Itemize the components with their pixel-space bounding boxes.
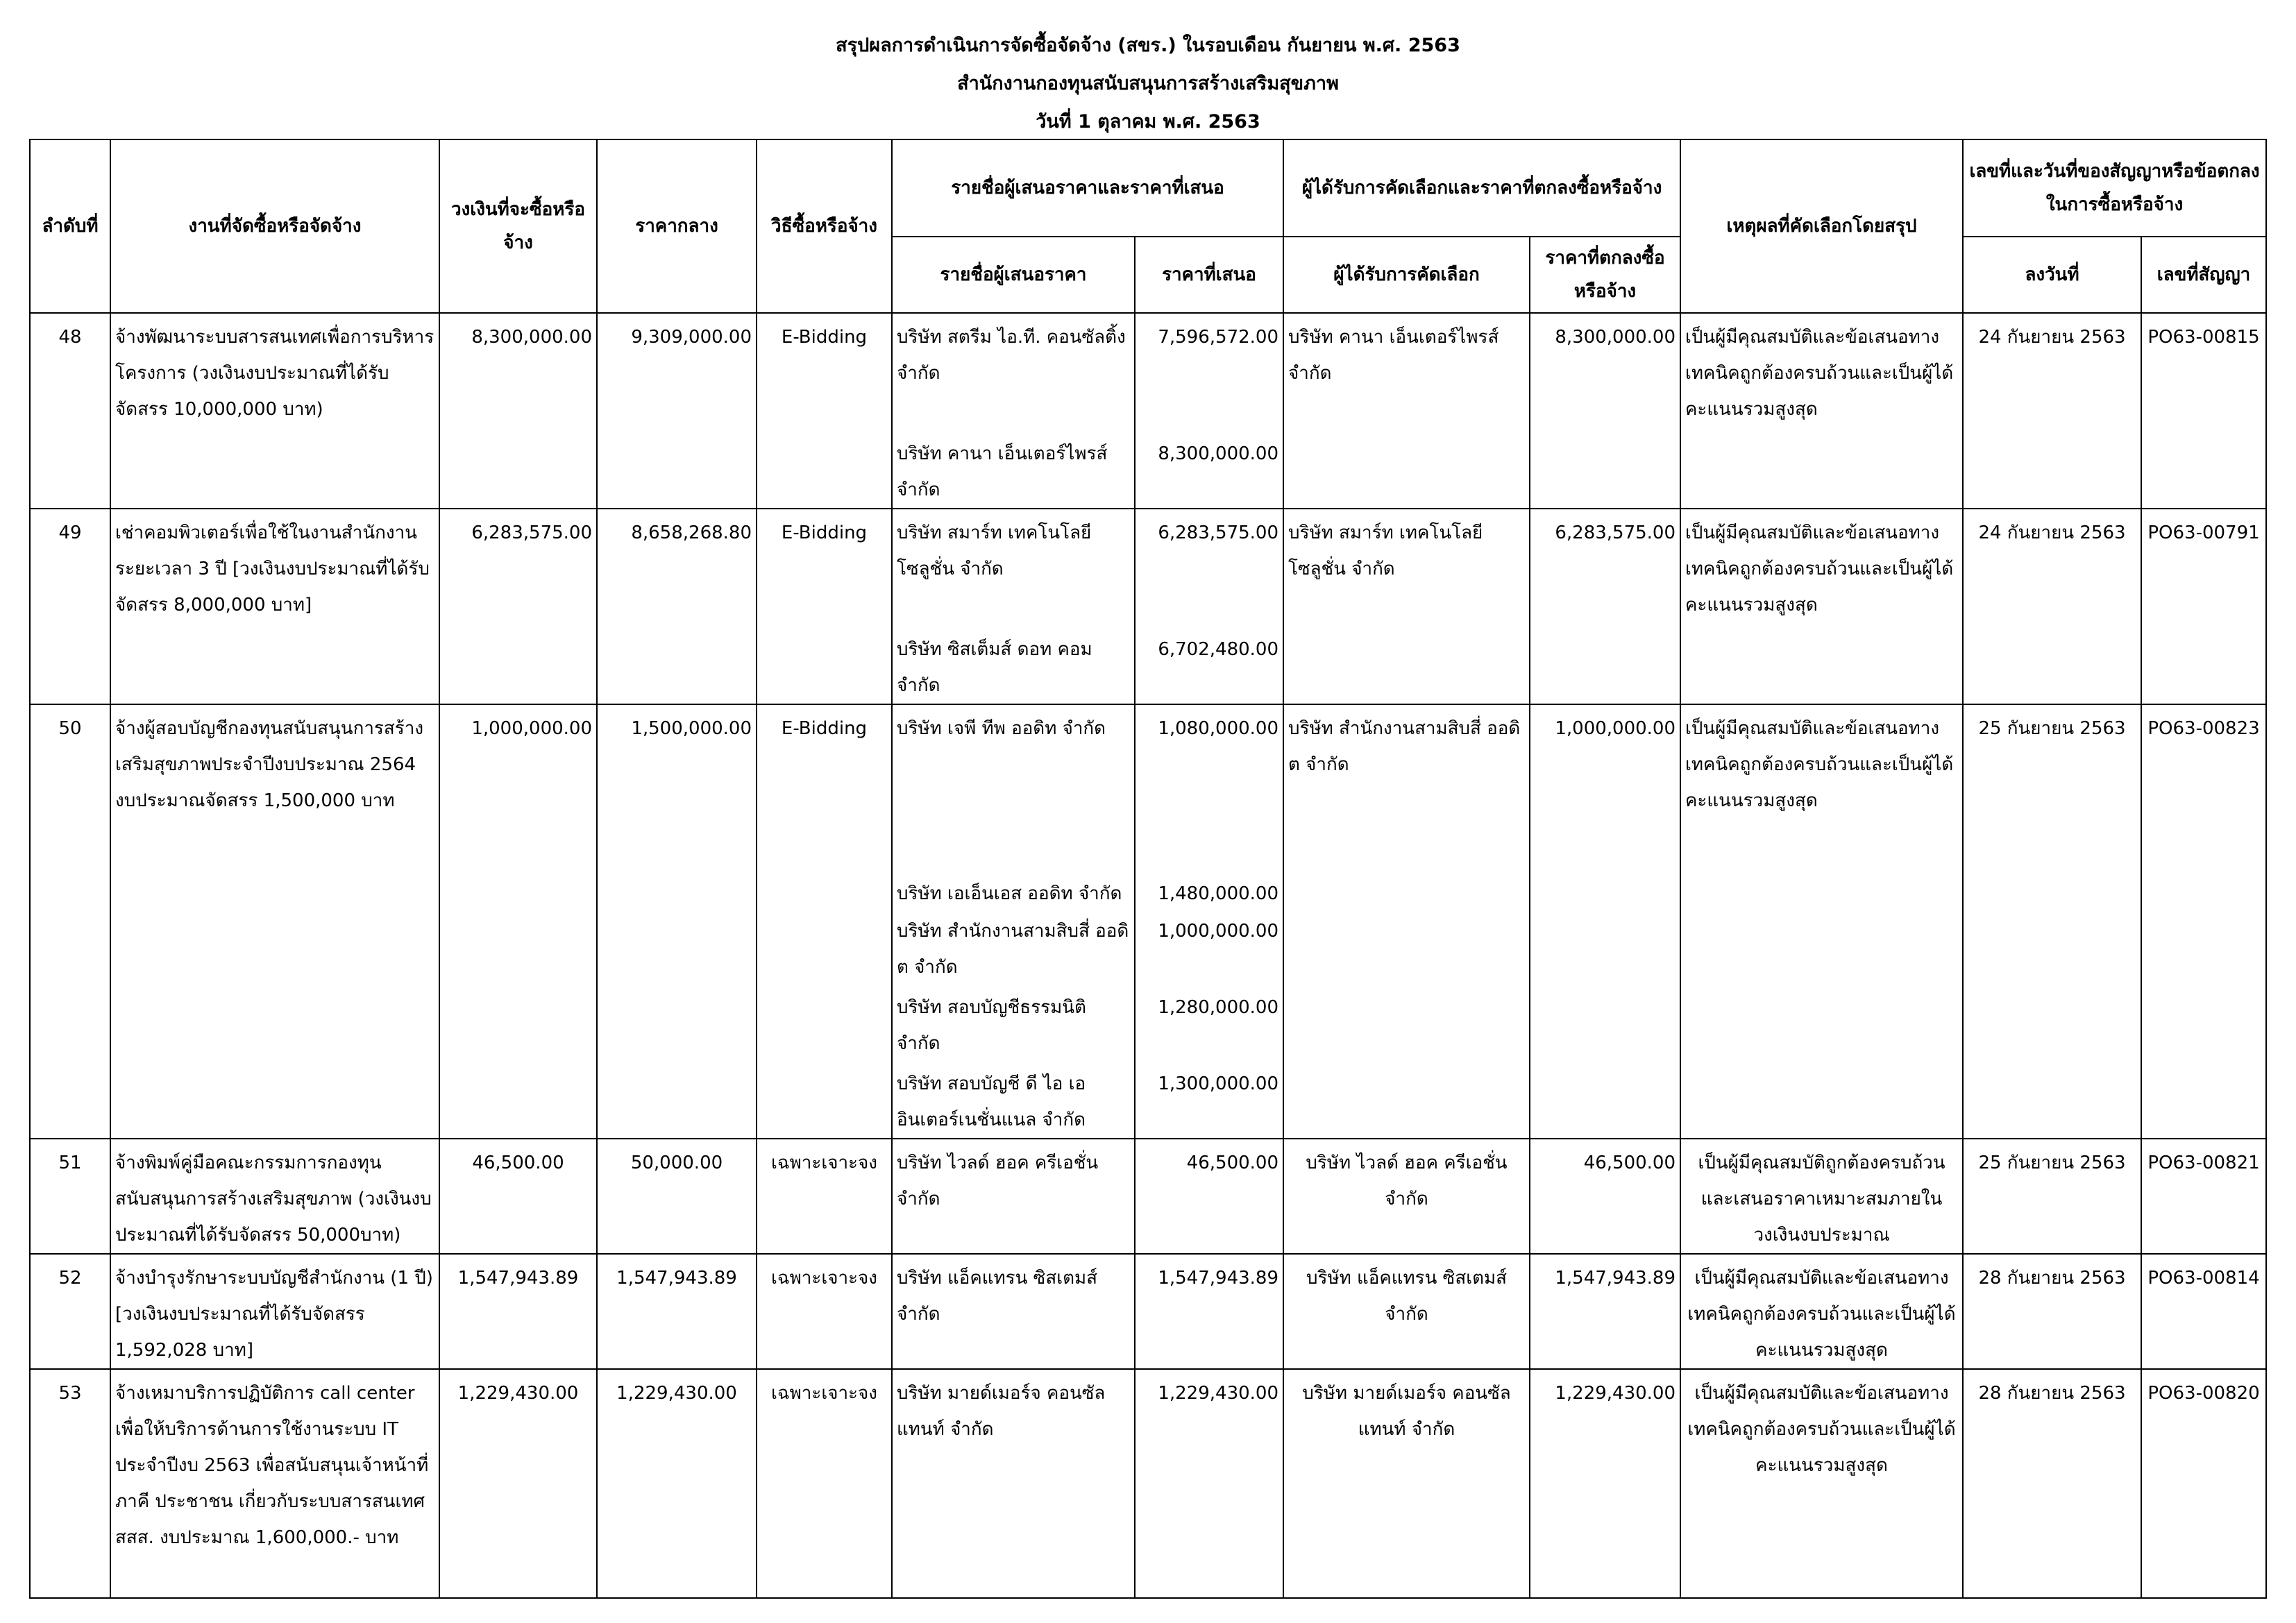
col-header-bidder-name: รายชื่อผู้เสนอราคา xyxy=(892,237,1135,313)
col-header-median-price: ราคากลาง xyxy=(597,139,757,313)
bid-price: 1,300,000.00 xyxy=(1158,1073,1278,1094)
row-budget: 8,300,000.00 xyxy=(439,313,597,509)
row-median-price: 1,500,000.00 xyxy=(597,704,757,1139)
bidder-name: บริษัท มายด์เมอร์จ คอนซัลแทนท์ จำกัด xyxy=(897,1383,1106,1440)
col-header-signed-date: ลงวันที่ xyxy=(1963,237,2141,313)
bidder-name: บริษัท สมาร์ท เทคโนโลยี โซลูชั่น จำกัด xyxy=(897,522,1092,579)
row-method: E-Bidding xyxy=(757,313,892,509)
row-budget: 1,229,430.00 xyxy=(439,1369,597,1598)
report-date: วันที่ 1 ตุลาคม พ.ศ. 2563 xyxy=(1036,111,1260,133)
bidder-name: บริษัท แอ็คแทรน ซิสเตมส์ จำกัด xyxy=(897,1268,1097,1325)
row-agreed-price: 1,000,000.00 xyxy=(1530,704,1680,1139)
row-signed-date: 25 กันยายน 2563 xyxy=(1963,704,2141,1139)
row-budget: 1,000,000.00 xyxy=(439,704,597,1139)
row-contract-no: PO63-00791 xyxy=(2141,509,2266,704)
bid-price: 1,080,000.00 xyxy=(1158,718,1278,739)
col-header-selected-name: ผู้ได้รับการคัดเลือก xyxy=(1283,237,1530,313)
row-reason: เป็นผู้มีคุณสมบัติและข้อเสนอทางเทคนิคถูกต้องครบถ้วนและเป็นผู้ได้คะแนนรวมสูงสุด xyxy=(1680,1254,1963,1369)
row-bidders xyxy=(892,313,1135,509)
col-header-budget: วงเงินที่จะซื้อหรือจ้าง xyxy=(439,139,597,313)
bid-price: 1,280,000.00 xyxy=(1158,997,1278,1018)
col-header-bidders-group: รายชื่อผู้เสนอราคาและราคาที่เสนอ xyxy=(892,139,1283,237)
row-bidders xyxy=(892,1139,1135,1254)
table-row xyxy=(30,1369,2266,1598)
organization-name: สำนักงานกองทุนสนับสนุนการสร้างเสริมสุขภาพ xyxy=(957,73,1339,94)
row-no: 50 xyxy=(30,704,110,1139)
bidder-name: บริษัท เอเอ็นเอส ออดิท จำกัด xyxy=(897,883,1122,904)
row-no: 48 xyxy=(30,313,110,509)
table-row xyxy=(30,1139,2266,1254)
row-budget: 1,547,943.89 xyxy=(439,1254,597,1369)
row-item: จ้างบำรุงรักษาระบบบัญชีสำนักงาน (1 ปี) [วงเงินงบประมาณที่ได้รับจัดสรร 1,592,028 บาท] xyxy=(110,1254,439,1369)
table-row xyxy=(30,313,2266,509)
col-header-method: วิธีซื้อหรือจ้าง xyxy=(757,139,892,313)
row-median-price: 9,309,000.00 xyxy=(597,313,757,509)
row-median-price: 1,547,943.89 xyxy=(597,1254,757,1369)
row-selected: บริษัท คานา เอ็นเตอร์ไพรส์ จำกัด xyxy=(1283,313,1530,509)
row-agreed-price: 1,547,943.89 xyxy=(1530,1254,1680,1369)
col-header-item: งานที่จัดซื้อหรือจัดจ้าง xyxy=(110,139,439,313)
row-agreed-price: 46,500.00 xyxy=(1530,1139,1680,1254)
document-title: สรุปผลการดำเนินการจัดซื้อจัดจ้าง (สขร.) ในรอบเดือน กันยายน พ.ศ. 2563 xyxy=(836,35,1460,56)
row-bid-prices xyxy=(1135,1369,1283,1598)
row-bidders xyxy=(892,704,1135,1139)
row-budget: 6,283,575.00 xyxy=(439,509,597,704)
row-reason: เป็นผู้มีคุณสมบัติถูกต้องครบถ้วนและเสนอราคาเหมาะสมภายในวงเงินงบประมาณ xyxy=(1680,1139,1963,1254)
row-agreed-price: 1,229,430.00 xyxy=(1530,1369,1680,1598)
row-median-price: 1,229,430.00 xyxy=(597,1369,757,1598)
row-contract-no: PO63-00820 xyxy=(2141,1369,2266,1598)
table-row xyxy=(30,509,2266,704)
col-header-bid-price: ราคาที่เสนอ xyxy=(1135,237,1283,313)
row-bid-prices xyxy=(1135,704,1283,1139)
row-method: เฉพาะเจาะจง xyxy=(757,1254,892,1369)
row-signed-date: 24 กันยายน 2563 xyxy=(1963,509,2141,704)
row-item: เช่าคอมพิวเตอร์เพื่อใช้ในงานสำนักงาน ระยะเวลา 3 ปี [วงเงินงบประมาณที่ได้รับจัดสรร 8,000,000 บาท] xyxy=(110,509,439,704)
bidder-name: บริษัท คานา เอ็นเตอร์ไพรส์ จำกัด xyxy=(897,443,1108,500)
bid-price: 7,596,572.00 xyxy=(1158,327,1278,348)
col-header-reason: เหตุผลที่คัดเลือกโดยสรุป xyxy=(1680,139,1963,313)
row-signed-date: 28 กันยายน 2563 xyxy=(1963,1254,2141,1369)
row-selected: บริษัท สมาร์ท เทคโนโลยี โซลูชั่น จำกัด xyxy=(1283,509,1530,704)
row-bid-prices xyxy=(1135,509,1283,704)
row-no: 51 xyxy=(30,1139,110,1254)
row-item: จ้างพัฒนาระบบสารสนเทศเพื่อการบริหารโครงการ (วงเงินงบประมาณที่ได้รับจัดสรร 10,000,000 บาท) xyxy=(110,313,439,509)
row-selected: บริษัท สำนักงานสามสิบสี่ ออดิต จำกัด xyxy=(1283,704,1530,1139)
bidder-name: บริษัท สอบบัญชี ดี ไอ เอ อินเตอร์เนชั่นแนล จำกัด xyxy=(897,1073,1086,1130)
row-reason: เป็นผู้มีคุณสมบัติและข้อเสนอทางเทคนิคถูกต้องครบถ้วนและเป็นผู้ได้คะแนนรวมสูงสุด xyxy=(1680,704,1963,1139)
row-contract-no: PO63-00821 xyxy=(2141,1139,2266,1254)
row-signed-date: 25 กันยายน 2563 xyxy=(1963,1139,2141,1254)
row-bid-prices xyxy=(1135,313,1283,509)
bid-price: 8,300,000.00 xyxy=(1158,443,1278,464)
bid-price: 1,229,430.00 xyxy=(1158,1383,1278,1404)
bid-price: 1,480,000.00 xyxy=(1158,883,1278,904)
row-item: จ้างพิมพ์คู่มือคณะกรรมการกองทุนสนับสนุนการสร้างเสริมสุขภาพ (วงเงินงบประมาณที่ได้รับจัดสรร 50,000บาท) xyxy=(110,1139,439,1254)
row-method: เฉพาะเจาะจง xyxy=(757,1369,892,1598)
row-contract-no: PO63-00814 xyxy=(2141,1254,2266,1369)
row-item: จ้างเหมาบริการปฏิบัติการ call center เพื่อให้บริการด้านการใช้งานระบบ IT ประจำปีงบ 2563 เพื่อสนับสนุนเจ้าหน้าที่ ภาคี ประชาชน เกี่ยวกับระบบสารสนเทศ สสส. งบประมาณ 1,600,000.- บาท xyxy=(110,1369,439,1598)
col-header-agreed-price: ราคาที่ตกลงซื้อหรือจ้าง xyxy=(1530,237,1680,313)
row-agreed-price: 6,283,575.00 xyxy=(1530,509,1680,704)
row-contract-no: PO63-00815 xyxy=(2141,313,2266,509)
row-budget: 46,500.00 xyxy=(439,1139,597,1254)
col-header-contract-no: เลขที่สัญญา xyxy=(2141,237,2266,313)
bid-price: 1,547,943.89 xyxy=(1158,1268,1278,1289)
row-no: 52 xyxy=(30,1254,110,1369)
bidder-name: บริษัท สอบบัญชีธรรมนิติ จำกัด xyxy=(897,997,1086,1054)
row-bidders xyxy=(892,1369,1135,1598)
row-selected: บริษัท ไวลด์ ฮอค ครีเอชั่น จำกัด xyxy=(1283,1139,1530,1254)
table-row xyxy=(30,704,2266,1139)
row-reason: เป็นผู้มีคุณสมบัติและข้อเสนอทางเทคนิคถูกต้องครบถ้วนและเป็นผู้ได้คะแนนรวมสูงสุด xyxy=(1680,509,1963,704)
bid-price: 1,000,000.00 xyxy=(1158,921,1278,942)
row-method: เฉพาะเจาะจง xyxy=(757,1139,892,1254)
bid-price: 6,702,480.00 xyxy=(1158,639,1278,660)
row-reason: เป็นผู้มีคุณสมบัติและข้อเสนอทางเทคนิคถูกต้องครบถ้วนและเป็นผู้ได้คะแนนรวมสูงสุด xyxy=(1680,313,1963,509)
row-bid-prices xyxy=(1135,1139,1283,1254)
col-header-contract-group: เลขที่และวันที่ของสัญญาหรือข้อตกลงในการซื้อหรือจ้าง xyxy=(1963,139,2266,237)
row-signed-date: 24 กันยายน 2563 xyxy=(1963,313,2141,509)
row-item: จ้างผู้สอบบัญชีกองทุนสนับสนุนการสร้างเสริมสุขภาพประจำปีงบประมาณ 2564 งบประมาณจัดสรร 1,500,000 บาท xyxy=(110,704,439,1139)
row-selected: บริษัท แอ็คแทรน ซิสเตมส์ จำกัด xyxy=(1283,1254,1530,1369)
row-agreed-price: 8,300,000.00 xyxy=(1530,313,1680,509)
row-reason: เป็นผู้มีคุณสมบัติและข้อเสนอทางเทคนิคถูกต้องครบถ้วนและเป็นผู้ได้คะแนนรวมสูงสุด xyxy=(1680,1369,1963,1598)
row-bidders xyxy=(892,1254,1135,1369)
row-no: 53 xyxy=(30,1369,110,1598)
document-header xyxy=(0,26,2296,141)
row-bid-prices xyxy=(1135,1254,1283,1369)
bid-price: 46,500.00 xyxy=(1186,1153,1278,1173)
table-row xyxy=(30,1254,2266,1369)
bidder-name: บริษัท สตรีม ไอ.ที. คอนซัลติ้ง จำกัด xyxy=(897,327,1126,384)
row-signed-date: 28 กันยายน 2563 xyxy=(1963,1369,2141,1598)
row-contract-no: PO63-00823 xyxy=(2141,704,2266,1139)
bidder-name: บริษัท ซิสเต็มส์ ดอท คอม จำกัด xyxy=(897,639,1092,696)
row-bidders xyxy=(892,509,1135,704)
row-median-price: 8,658,268.80 xyxy=(597,509,757,704)
row-median-price: 50,000.00 xyxy=(597,1139,757,1254)
row-method: E-Bidding xyxy=(757,509,892,704)
procurement-table xyxy=(29,139,2267,1599)
col-header-no: ลำดับที่ xyxy=(30,139,110,313)
bidder-name: บริษัท ไวลด์ ฮอค ครีเอชั่น จำกัด xyxy=(897,1153,1099,1209)
bid-price: 6,283,575.00 xyxy=(1158,522,1278,543)
row-method: E-Bidding xyxy=(757,704,892,1139)
row-selected: บริษัท มายด์เมอร์จ คอนซัลแทนท์ จำกัด xyxy=(1283,1369,1530,1598)
bidder-name: บริษัท เจพี ทีพ ออดิท จำกัด xyxy=(897,718,1106,739)
row-no: 49 xyxy=(30,509,110,704)
bidder-name: บริษัท สำนักงานสามสิบสี่ ออดิต จำกัด xyxy=(897,921,1129,978)
col-header-selected-group: ผู้ได้รับการคัดเลือกและราคาที่ตกลงซื้อหรือจ้าง xyxy=(1283,139,1680,237)
